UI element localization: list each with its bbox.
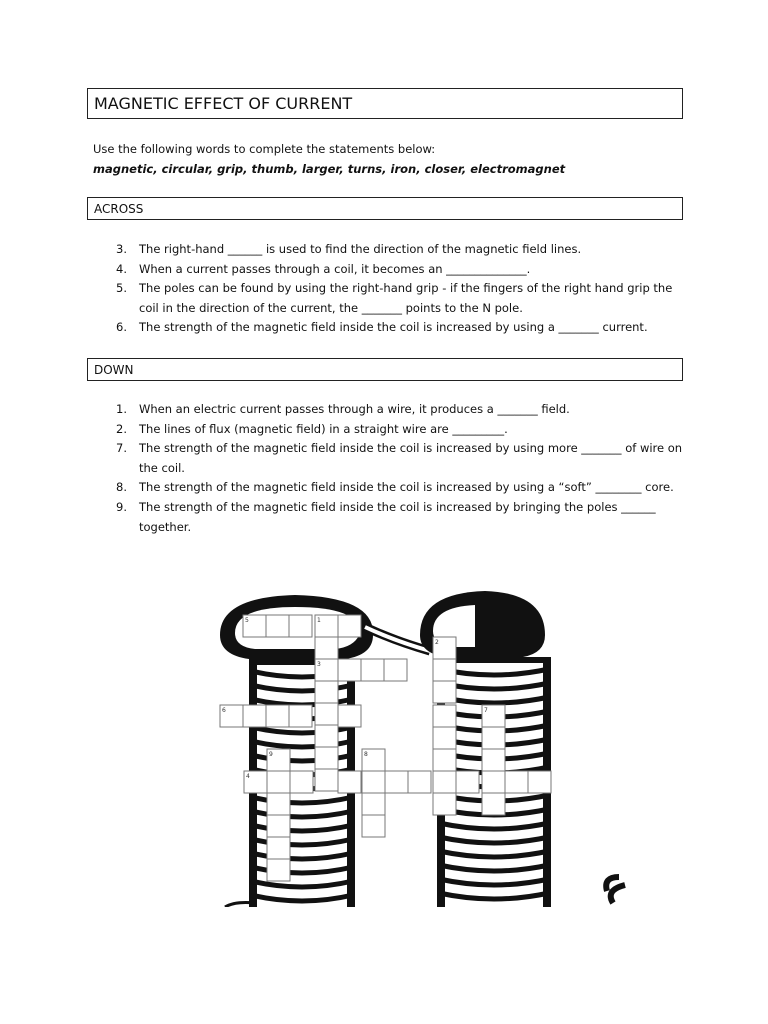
clue-item [93, 439, 683, 478]
clue-number: 3. [116, 242, 127, 256]
crossword-cell[interactable] [361, 659, 384, 681]
clue-number: 1. [116, 402, 127, 416]
clue-item [93, 420, 683, 440]
clue-item [93, 318, 683, 338]
crossword-cell[interactable] [289, 705, 312, 727]
cell-number: 4 [246, 773, 250, 780]
clue-text: The lines of flux (magnetic field) in a straight wire are _________. [139, 421, 508, 436]
crossword-cell[interactable] [315, 725, 338, 747]
crossword-cell[interactable] [362, 793, 385, 815]
down-clues [93, 400, 683, 537]
crossword-cell[interactable] [266, 615, 289, 637]
crossword-cell[interactable] [433, 681, 456, 703]
crossword-cell[interactable] [266, 705, 289, 727]
clue-item [93, 400, 683, 420]
crossword-cell[interactable] [315, 747, 338, 769]
clue-number: 2. [116, 421, 127, 436]
clue-text: The strength of the magnetic field inside the coil is increased by bringing the poles ______ together. [139, 499, 656, 534]
clue-number: 5. [116, 281, 127, 296]
crossword-cell[interactable] [482, 793, 505, 815]
clue-text: When a current passes through a coil, it becomes an ______________. [139, 261, 531, 276]
crossword-cell[interactable] [267, 793, 290, 815]
crossword-cell[interactable] [482, 727, 505, 749]
clue-text: The right-hand ______ is used to find the direction of the magnetic field lines. [139, 242, 582, 256]
word-bank: magnetic, circular, grip, thumb, larger, turns, iron, closer, electromagnet [93, 162, 566, 176]
crossword-cell[interactable] [315, 769, 338, 791]
crossword-cell[interactable] [408, 771, 431, 793]
crossword-cell[interactable] [528, 771, 551, 793]
crossword-cell[interactable] [433, 749, 456, 771]
crossword-cell[interactable] [433, 659, 456, 681]
crossword-cell[interactable] [505, 771, 528, 793]
crossword-cell[interactable] [338, 771, 361, 793]
crossword-cell[interactable] [338, 615, 361, 637]
clue-number: 8. [116, 480, 127, 495]
clue-item [93, 279, 683, 318]
cell-number: 3 [317, 661, 321, 668]
crossword-cell[interactable] [482, 771, 505, 793]
crossword-cell[interactable] [315, 703, 338, 725]
clue-item [93, 498, 683, 537]
cell-number: 2 [435, 639, 439, 646]
clue-item [93, 478, 683, 498]
clue-number: 4. [116, 261, 127, 276]
across-heading: ACROSS [87, 197, 683, 220]
clue-text: When an electric current passes through a wire, it produces a _______ field. [139, 402, 570, 416]
crossword-cell[interactable] [433, 705, 456, 727]
clue-text: The strength of the magnetic field inside the coil is increased by using more _______ of wire on the coil. [139, 441, 683, 475]
crossword-cell[interactable] [338, 659, 361, 681]
crossword-cell[interactable] [267, 859, 290, 881]
cell-number: 9 [269, 751, 273, 758]
wire-end-icon [606, 877, 625, 903]
down-heading: DOWN [87, 358, 683, 381]
crossword-cell[interactable] [362, 771, 385, 793]
crossword-cell[interactable] [362, 815, 385, 837]
electromagnet-crossword-figure [205, 585, 645, 907]
crossword-cell[interactable] [267, 837, 290, 859]
cell-number: 8 [364, 751, 368, 758]
across-clues [93, 240, 683, 338]
clue-item [93, 260, 683, 280]
crossword-cell[interactable] [289, 615, 312, 637]
left-coil-icon [220, 595, 373, 907]
crossword-cell[interactable] [384, 659, 407, 681]
crossword-cell[interactable] [267, 815, 290, 837]
crossword-cell[interactable] [433, 727, 456, 749]
cell-number: 7 [484, 707, 488, 714]
page-title: MAGNETIC EFFECT OF CURRENT [87, 88, 683, 119]
clue-number: 7. [116, 441, 127, 456]
clue-text: The strength of the magnetic field inside the coil is increased by using a _______ current. [139, 320, 648, 335]
crossword-cell[interactable] [315, 637, 338, 659]
clue-number: 9. [116, 499, 127, 514]
crossword-cell[interactable] [290, 771, 313, 793]
clue-item [93, 240, 683, 260]
clue-text: The poles can be found by using the right-hand grip - if the fingers of the right hand grip the coil in the direction of the current, the _______ points to the N pole. [139, 281, 673, 315]
crossword-cell[interactable] [267, 771, 290, 793]
cell-number: 5 [245, 617, 249, 624]
crossword-cell[interactable] [338, 705, 361, 727]
clue-text: The strength of the magnetic field inside the coil is increased by using a “soft” ________ core. [139, 480, 674, 495]
cell-number: 6 [222, 707, 226, 714]
crossword-cell[interactable] [243, 705, 266, 727]
crossword-cell[interactable] [385, 771, 408, 793]
crossword-cell[interactable] [456, 771, 479, 793]
electromagnet-illustration [205, 585, 645, 907]
instructions: Use the following words to complete the statements below: [93, 142, 436, 156]
crossword-cell[interactable] [482, 749, 505, 771]
cell-number: 1 [317, 617, 321, 624]
crossword-cell[interactable] [315, 681, 338, 703]
crossword-cell[interactable] [433, 771, 456, 793]
clue-number: 6. [116, 320, 127, 335]
crossword-cell[interactable] [433, 793, 456, 815]
